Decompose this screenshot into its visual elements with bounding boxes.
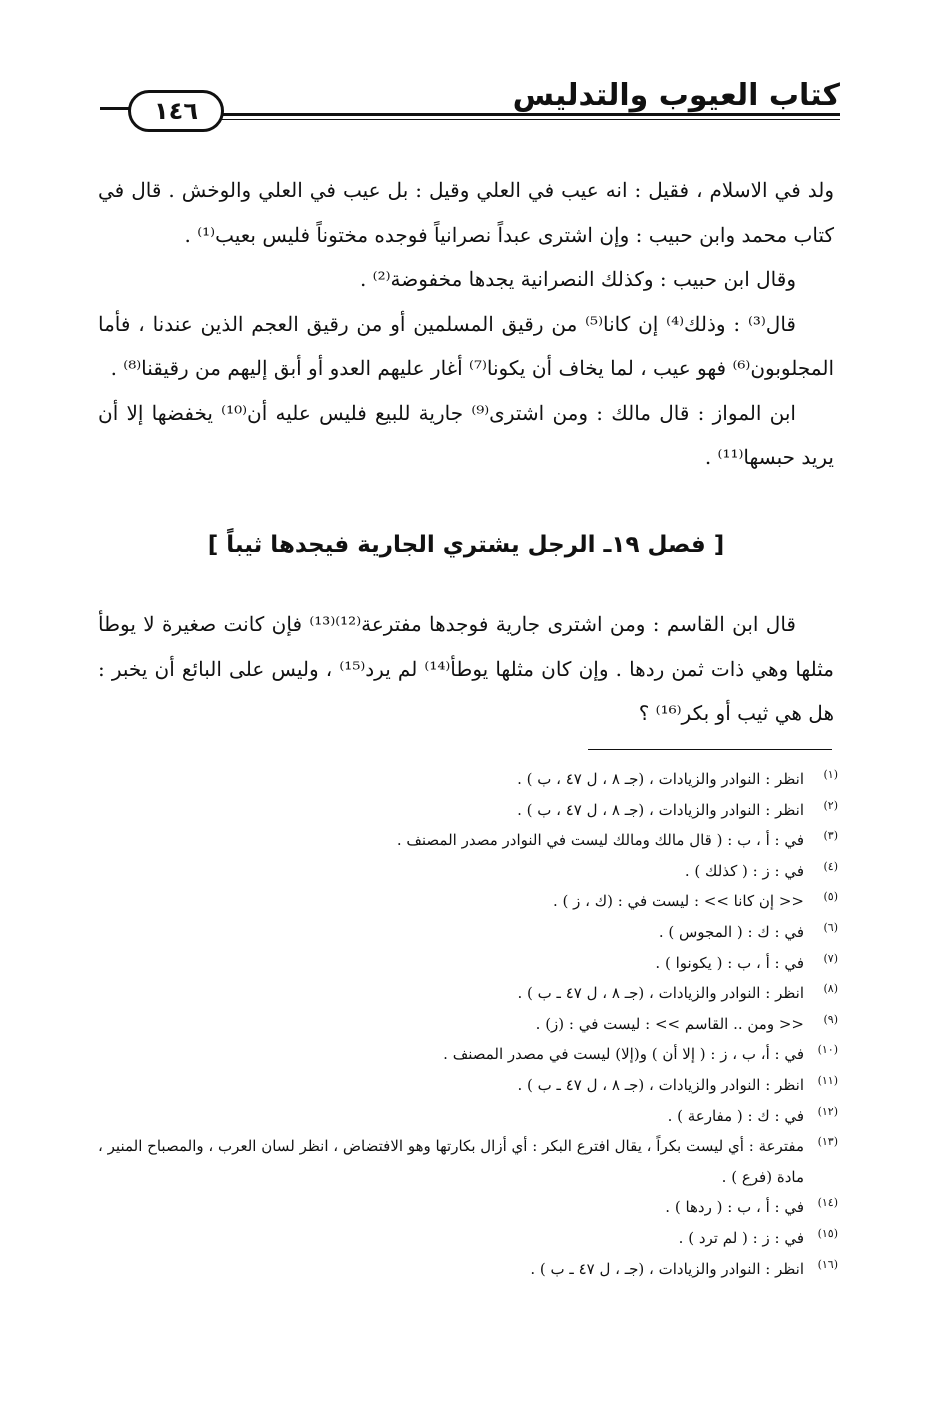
header-rule xyxy=(205,113,840,116)
footnote xyxy=(98,1223,838,1254)
main-text xyxy=(98,168,834,480)
footnotes xyxy=(98,764,838,1284)
footnote-text: في : أ، ب ، ز : ( إلا أن ) و(إلا) ليست في مصدر المصنف . xyxy=(443,1045,804,1064)
footnote-text: << ومن .. القاسم >> : ليست في : (ز) . xyxy=(535,1014,804,1033)
footnote xyxy=(98,917,838,948)
paragraph: وقال ابن حبيب : وكذلك النصرانية يجدها مخفوضة⁽²⁾ . xyxy=(359,267,796,291)
footnote-text: انظر : النوادر والزيادات ، (جـ ٨ ، ل ٤٧ ، ب ) . xyxy=(517,800,804,819)
footnote-text: في : أ ، ب : ( قال مالك ومالك ليست في النوادر مصدر المصنف . xyxy=(396,831,804,850)
footnote-separator xyxy=(588,749,832,750)
footnote-number: (١٣) xyxy=(817,1135,838,1149)
footnote xyxy=(98,1192,838,1223)
header-rule-thin xyxy=(205,119,840,120)
footnote-number: (٨) xyxy=(823,982,838,996)
footnote-number: (١٠) xyxy=(817,1043,838,1057)
footnote-text: انظر : النوادر والزيادات ، (جـ ٨ ، ل ٤٧ ـ ب ) . xyxy=(517,1075,804,1094)
footnote xyxy=(98,978,838,1009)
footnote-number: (١٥) xyxy=(817,1226,838,1240)
footnote xyxy=(98,1009,838,1040)
footnote-number: (١٢) xyxy=(817,1104,838,1118)
footnote-text: مفترعة : أي ليست بكراً ، يقال افترع البكر : أي أزال بكارتها وهو الافتضاض ، انظر لسان العرب ، والمصباح المنير ، مادة (فرع ) . xyxy=(98,1137,804,1186)
paragraph: ابن المواز : قال مالك : ومن اشترى⁽⁹⁾ جارية للبيع فليس عليه أن⁽¹⁰⁾ يخفضها إلا أن يريد حبسها⁽¹¹⁾ . xyxy=(98,400,834,469)
paragraph: قال ابن القاسم : ومن اشترى جارية فوجدها مفترعة⁽¹²⁾⁽¹³⁾ فإن كانت صغيرة لا يوطأ مثلها وهي ذات ثمن ردها . وإن كان مثلها يوطأ⁽¹⁴⁾ لم يرد⁽¹⁵⁾ ، وليس على البائع أن يخبر : هل هي ثيب أو بكر⁽¹⁶⁾ ؟ xyxy=(98,612,835,725)
footnote-number: (٦) xyxy=(823,920,838,934)
footnote-text: في : أ ، ب : ( يكونوا ) . xyxy=(655,953,804,972)
footnote-text: في : ك : ( المجوس ) . xyxy=(658,922,804,941)
footnote xyxy=(98,1039,838,1070)
footnote-number: (٢) xyxy=(823,798,838,812)
footnote xyxy=(98,764,838,795)
footnote-number: (١٦) xyxy=(817,1257,838,1271)
running-title: كتاب العيوب والتدليس xyxy=(512,78,840,113)
footnote xyxy=(98,856,838,887)
footnote xyxy=(98,1254,838,1285)
page-header xyxy=(100,70,840,130)
footnote-number: (١١) xyxy=(817,1073,838,1087)
footnote xyxy=(98,948,838,979)
footnote-text: في : ز : ( كذلك ) . xyxy=(684,861,804,880)
paragraph: ولد في الاسلام ، فقيل : انه عيب في العلي وقيل : بل عيب في العلي والوخش . قال في كتاب محمد وابن حبيب : وإن اشترى عبداً نصرانياً فوجده مختوناً فليس بعيب⁽¹⁾ . xyxy=(98,178,834,247)
page-number: ١٤٦ xyxy=(128,90,224,132)
footnote-number: (٥) xyxy=(823,890,838,904)
footnote-number: (١٤) xyxy=(817,1196,838,1210)
footnote xyxy=(98,1101,838,1132)
footnote-text: << إن كانا >> : ليست في : (ك ، ز ) . xyxy=(552,892,804,911)
footnote-text: في : ك : ( مفارعة ) . xyxy=(667,1106,804,1125)
paragraph: قال⁽³⁾ : وذلك⁽⁴⁾ إن كانا⁽⁵⁾ من رقيق المسلمين أو من رقيق العجم الذين عندنا ، فأما المجلوبون⁽⁶⁾ فهو عيب ، لما يخاف أن يكونا⁽⁷⁾ أغار عليهم العدو أو أبق إليهم من رقيقنا⁽⁸⁾ . xyxy=(98,311,834,380)
footnote-text: انظر : النوادر والزيادات ، (جـ ٨ ، ل ٤٧ ، ب ) . xyxy=(517,770,804,788)
footnote xyxy=(98,1070,838,1101)
section-text xyxy=(98,582,834,756)
footnote xyxy=(98,886,838,917)
footnote-number: (٧) xyxy=(823,951,838,965)
footnote-number: (٣) xyxy=(823,829,838,843)
footnote-text: في : ز : ( لم ترد ) . xyxy=(678,1228,804,1247)
footnote xyxy=(98,825,838,856)
section-heading: [ فصل ١٩ـ الرجل يشتري الجارية فيجدها ثيباً ] xyxy=(207,532,725,558)
footnote xyxy=(98,1131,838,1192)
footnote-number: (١) xyxy=(823,768,838,781)
footnote-text: انظر : النوادر والزيادات ، (جـ ، ل ٤٧ ـ ب ) . xyxy=(530,1259,804,1278)
footnote xyxy=(98,795,838,826)
footnote-text: انظر : النوادر والزيادات ، (جـ ٨ ، ل ٤٧ ـ ب ) . xyxy=(517,984,804,1003)
footnote-number: (٤) xyxy=(823,859,838,873)
footnote-text: في : أ ، ب : ( ردها ) . xyxy=(665,1198,804,1217)
footnote-number: (٩) xyxy=(823,1012,838,1026)
